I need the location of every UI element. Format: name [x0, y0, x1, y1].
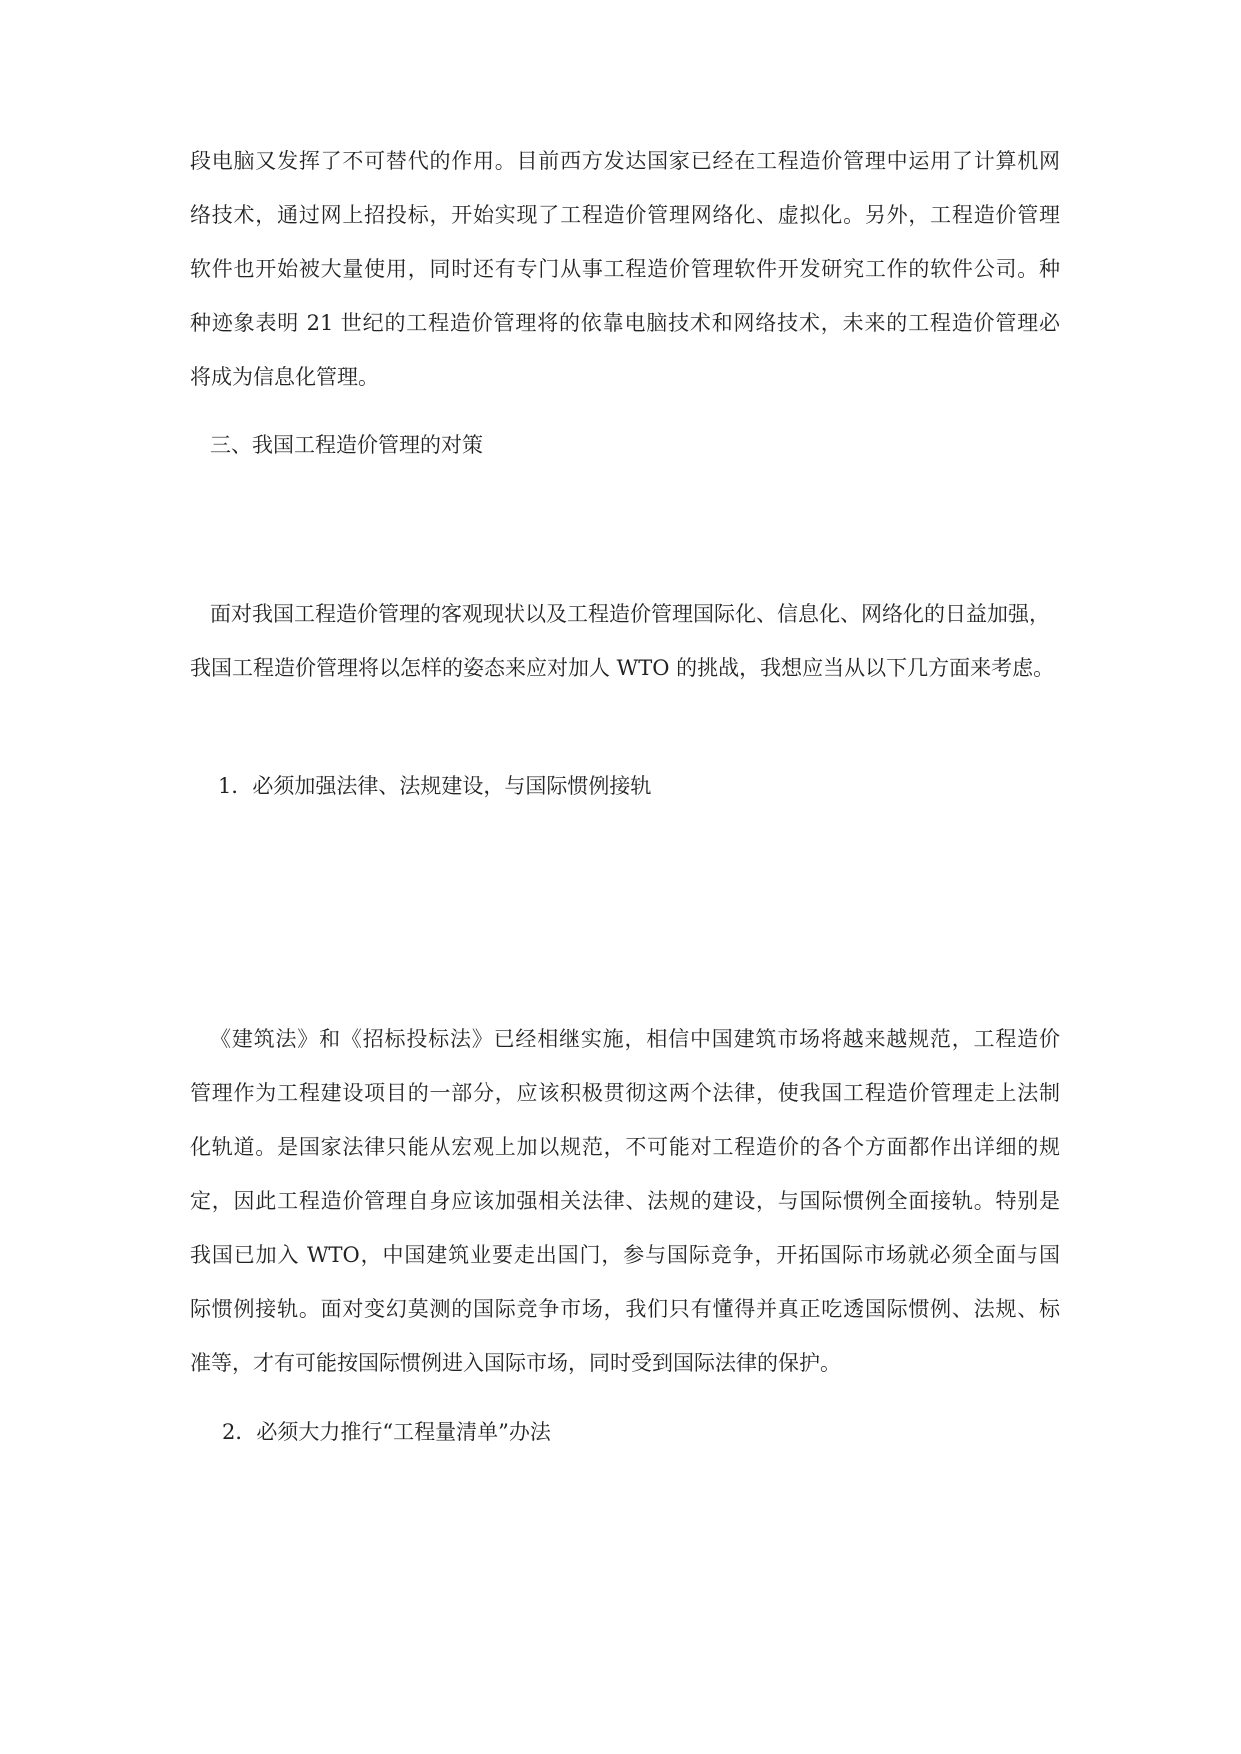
paragraph-line: 将成为信息化管理。 — [190, 365, 379, 389]
paragraph-line: 际惯例接轨。面对变幻莫测的国际竞争市场，我们只有懂得并真正吃透国际惯例、法规、标 — [190, 1297, 1060, 1321]
paragraph-line: 软件也开始被大量使用，同时还有专门从事工程造价管理软件开发研究工作的软件公司。种 — [190, 257, 1060, 281]
paragraph-line: 面对我国工程造价管理的客观现状以及工程造价管理国际化、信息化、网络化的日益加强， — [210, 602, 1050, 626]
subsection-heading: 1．必须加强法律、法规建设，与国际惯例接轨 — [218, 774, 652, 798]
paragraph-line: 定，因此工程造价管理自身应该加强相关法律、法规的建设，与国际惯例全面接轨。特别是 — [190, 1189, 1060, 1213]
paragraph-line: 络技术，通过网上招投标，开始实现了工程造价管理网络化、虚拟化。另外，工程造价管理 — [190, 203, 1060, 227]
paragraph-line: 《建筑法》和《招标投标法》已经相继实施，相信中国建筑市场将越来越规范，工程造价 — [210, 1027, 1060, 1051]
paragraph-line: 种迹象表明 21 世纪的工程造价管理将的依靠电脑技术和网络技术，未来的工程造价管理必 — [190, 311, 1060, 335]
paragraph-line: 化轨道。是国家法律只能从宏观上加以规范，不可能对工程造价的各个方面都作出详细的规 — [190, 1135, 1060, 1159]
section-heading: 三、我国工程造价管理的对策 — [210, 433, 483, 457]
paragraph-line: 段电脑又发挥了不可替代的作用。目前西方发达国家已经在工程造价管理中运用了计算机网 — [190, 149, 1060, 173]
paragraph-line: 管理作为工程建设项目的一部分，应该积极贯彻这两个法律，使我国工程造价管理走上法制 — [190, 1081, 1060, 1105]
paragraph-line: 我国工程造价管理将以怎样的姿态来应对加人 WTO 的挑战，我想应当从以下几方面来考虑。 — [190, 656, 1055, 680]
paragraph-line: 我国已加入 WTO，中国建筑业要走出国门，参与国际竞争，开拓国际市场就必须全面与国 — [190, 1243, 1060, 1267]
subsection-heading: 2．必须大力推行“工程量清单”办法 — [222, 1420, 551, 1444]
paragraph-line: 准等，才有可能按国际惯例进入国际市场，同时受到国际法律的保护。 — [190, 1351, 841, 1375]
